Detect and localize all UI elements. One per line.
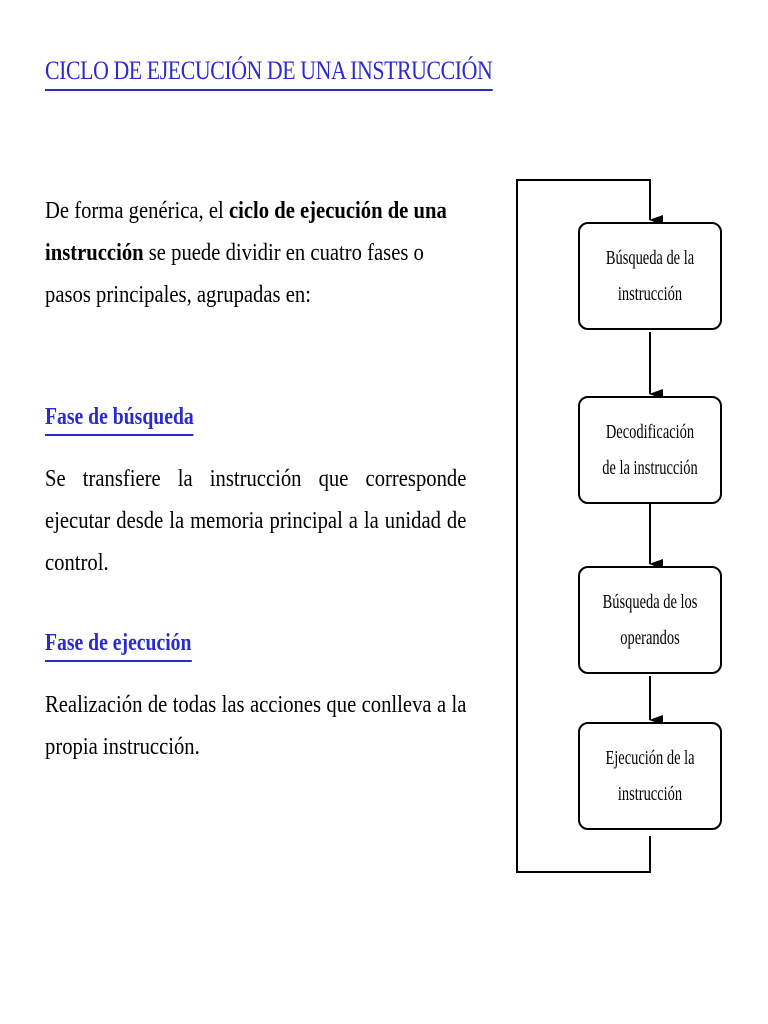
step-label-line: instrucción xyxy=(617,283,683,305)
step-label-line: Ejecución de la xyxy=(605,747,695,769)
intro-text-end: se puede dividir en cuatro fases o pasos principales, agrupadas en: xyxy=(45,240,424,308)
step-label-line: Búsqueda de los xyxy=(602,591,698,613)
step-label-line: Búsqueda de la xyxy=(605,247,695,269)
step-label-line: operandos xyxy=(620,627,680,649)
section-heading-ejecucion: Fase de ejecución xyxy=(45,628,191,662)
intro-bold-term: ciclo de ejecución de una instrucción xyxy=(45,198,447,266)
flowchart-step-busqueda-operandos xyxy=(578,566,722,674)
step-label-line: de la instrucción xyxy=(602,457,698,479)
step-label-line: instrucción xyxy=(617,783,683,805)
step-label-line: Decodificación xyxy=(605,421,695,443)
intro-text-start: De forma genérica, el xyxy=(45,198,229,224)
section-heading-busqueda: Fase de búsqueda xyxy=(45,402,194,436)
page-title: CICLO DE EJECUCIÓN DE UNA INSTRUCCIÓN xyxy=(45,56,492,91)
section-body-busqueda: Se transfiere la instrucción que corresponde ejecutar desde la memoria principal a la unidad de control. xyxy=(45,466,467,576)
flowchart-step-busqueda-instruccion xyxy=(578,222,722,330)
section-body-ejecucion: Realización de todas las acciones que conlleva a la propia instrucción. xyxy=(45,692,467,760)
flowchart-step-decodificacion xyxy=(578,396,722,504)
flowchart-step-ejecucion xyxy=(578,722,722,830)
